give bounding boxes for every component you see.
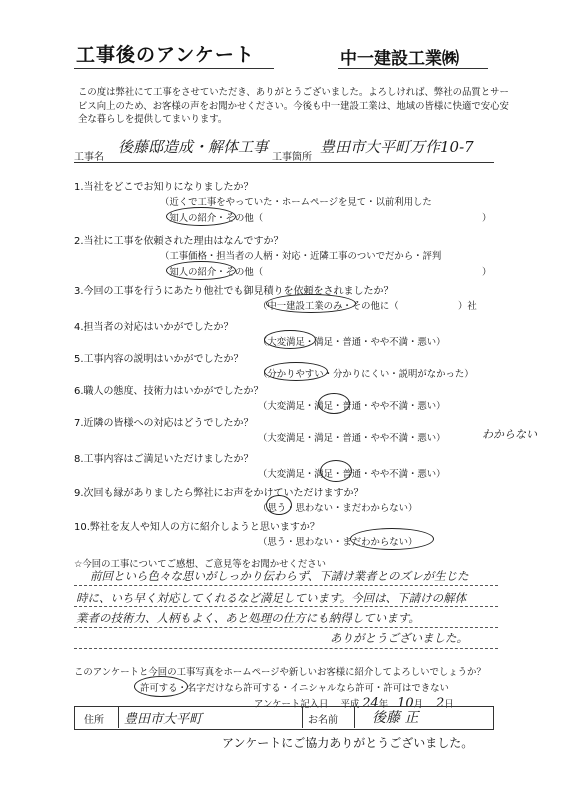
q3-options: （中一建設工業のみ・その他に（ ）社 [258, 301, 477, 312]
q9-answer-circle [266, 495, 292, 515]
permission-question: このアンケートと今回の工事写真をホームページや新しいお客様に紹介してよろしいでしょうか？ [74, 667, 486, 678]
intro-text: この度は弊社にて工事をさせていただき、ありがとうございました。よろしければ、弊社の品質とサービス向上のため、お客様の声をお聞かせください。今後も中一建設工業は、地域の皆様に快適で安心安全な暮らしを提供してまいります。 [78, 87, 509, 125]
question-4: 4.担当者の対応はいかがでしたか？ [74, 322, 234, 333]
q3-answer-circle [266, 294, 356, 313]
comment-line-1: 前回といら色々な思いがしっかり伝わらず、下請け業者とのズレが生じた [90, 569, 469, 583]
question-3: 3.今回の工事を行うにあたり他社でも御見積りを依頼をされましたか？ [74, 286, 394, 297]
question-10: 10.弊社を友人や知人の方に紹介しようと思いますか？ [74, 522, 320, 533]
title-underline [74, 68, 274, 69]
comment-rule-3 [74, 627, 498, 628]
q5-answer-circle [264, 362, 328, 381]
q1-options-line2: 知人の紹介・その他（ ） [169, 213, 492, 224]
name-label: お名前 [308, 715, 338, 726]
question-6: 6.職人の態度、技術力はいかがでしたか？ [74, 386, 264, 397]
question-1: 1.当社をどこでお知りになりましたか？ [74, 182, 254, 193]
comment-rule-1 [74, 585, 498, 586]
q5-options: （分かりやすい・分かりにくい・説明がなかった） [258, 369, 474, 380]
permission-options: 許可する・名字だけなら許可する・イニシャルなら許可・許可はできない [140, 683, 449, 694]
comment-rule-2 [74, 606, 498, 607]
work-name-value: 後藤邸造成・解体工事 [118, 138, 269, 156]
name-value: 後藤 正 [372, 710, 419, 726]
q6-answer-circle [318, 393, 350, 414]
company-underline [338, 68, 488, 69]
comment-line-3: 業者の技術力、人柄もよく、あと処理の仕方にも納得しています。 [76, 611, 420, 625]
q2-options-line1: （工事価格・担当者の人柄・対応・近隣工事のついでだから・評判 [160, 251, 442, 262]
comments-heading: ☆今回の工事についてご感想、ご意見等をお聞かせください [74, 559, 326, 570]
q2-options-line2: 知人の紹介・その他（ ） [169, 267, 492, 278]
comment-rule-4 [74, 648, 498, 649]
work-underline [74, 162, 494, 163]
thanks-message: アンケートにご協力ありがとうございました。 [222, 736, 474, 750]
q4-answer-circle [264, 330, 316, 349]
question-2: 2.当社に工事を依頼された理由はなんですか？ [74, 236, 284, 247]
q8-options: （大変満足・満足・普通・やや不満・悪い） [258, 469, 446, 480]
work-place-label: 工事箇所 [272, 152, 312, 163]
work-name-label: 工事名 [74, 152, 104, 163]
q9-options: （思う・思わない・まだわからない） [258, 503, 418, 514]
q8-answer-circle [320, 460, 352, 482]
permission-answer-circle [134, 676, 188, 697]
q7-options: （大変満足・満足・普通・やや不満・悪い） [258, 433, 446, 444]
question-8: 8.工事内容はご満足いただけましたか？ [74, 454, 254, 465]
q10-answer-circle [350, 528, 434, 550]
work-place-value: 豊田市大平町万作10-7 [320, 138, 474, 156]
comment-line-2: 時に、いち早く対応してくれるなど満足しています。今回は、下請けの解体 [76, 591, 467, 605]
question-9: 9.次回も縁がありましたら弊社にお声をかけていただけますか？ [74, 488, 364, 499]
q10-options: （思う・思わない・まだわからない） [258, 537, 418, 548]
question-5: 5.工事内容の説明はいかがでしたか？ [74, 354, 244, 365]
company-name: 中一建設工業㈱ [340, 49, 459, 69]
page-title: 工事後のアンケート [76, 44, 255, 66]
question-7: 7.近隣の皆様への対応はどうでしたか？ [74, 418, 254, 429]
comment-line-4: ありがとうございました。 [330, 631, 468, 645]
address-value: 豊田市大平町 [124, 712, 203, 727]
address-label: 住所 [84, 715, 104, 726]
q4-options: （大変満足・満足・普通・やや不満・悪い） [258, 337, 446, 348]
q7-handwritten-note: わからない [482, 428, 537, 441]
q2-answer-circle [166, 261, 236, 280]
q6-options: （大変満足・満足・普通・やや不満・悪い） [258, 401, 446, 412]
q1-options-line1: （近くで工事をやっていた・ホームページを見て・以前利用した [160, 197, 432, 208]
survey-date: アンケート記入日 平成 24年 10月 2日 [254, 696, 454, 711]
q1-answer-circle [166, 207, 236, 226]
